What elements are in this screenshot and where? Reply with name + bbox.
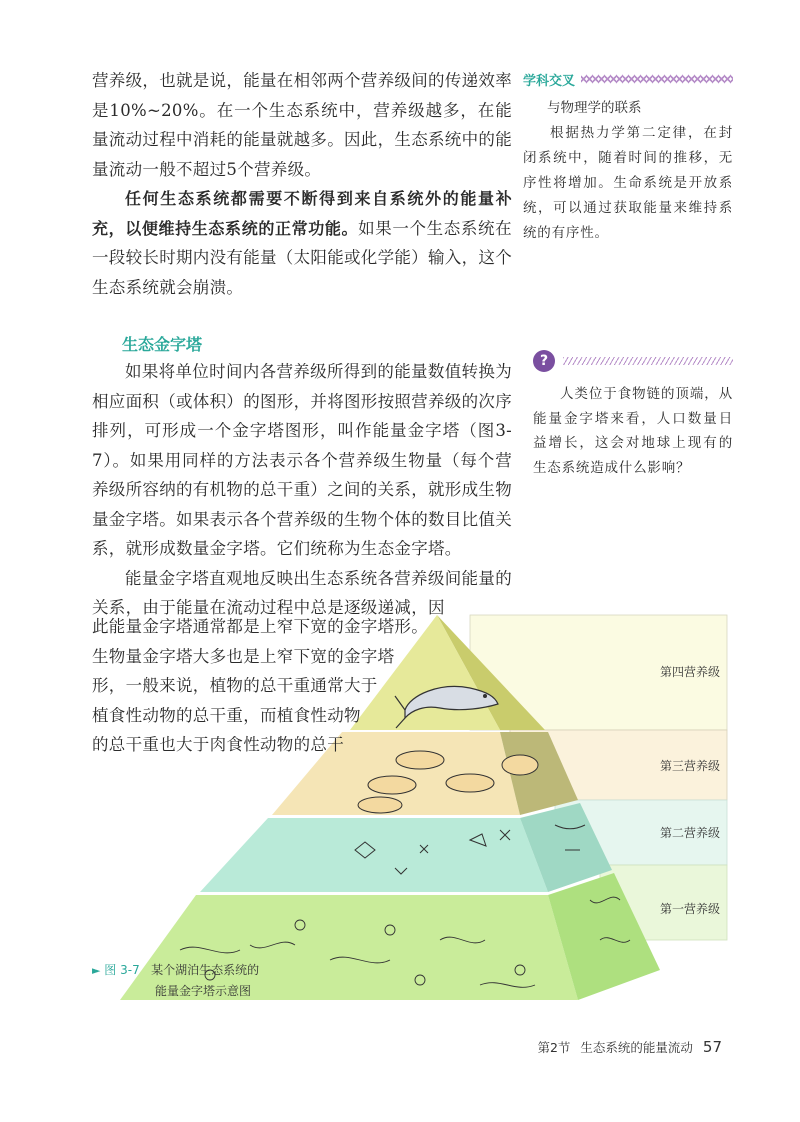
sidebar-subtitle: 与物理学的联系 xyxy=(547,100,642,116)
wrapped-line: 形，一般来说，植物的总干重通常大于 xyxy=(92,676,378,695)
caption-line-1 xyxy=(92,960,259,981)
level1-label: 第一营养级 xyxy=(660,902,721,916)
question-header xyxy=(533,350,733,372)
wrapped-line: 的总干重也大于肉食性动物的总干 xyxy=(92,735,344,754)
level2-label: 第二营养级 xyxy=(660,826,721,840)
level2-face xyxy=(200,818,548,892)
sidebar-interdisciplinary xyxy=(523,70,733,246)
level4-label: 第四营养级 xyxy=(660,665,721,679)
caption-text-1: 某个湖泊生态系统的 xyxy=(151,963,260,977)
question-icon: ? xyxy=(533,350,555,372)
paragraph-3: 如果将单位时间内各营养级所得到的能量数值转换为相应面积（或体积）的图形，并将图形按照营养级的次序排列，可形成一个金字塔图形，叫作能量金字塔（图3-7）。如果用同样的方法表示各个营养级生物量（每个营养级所容纳的有机物的总干重）之间的关系，就形成生物量金字塔。如果表示各个营养级的生物个体的数目比值关系，就形成数量金字塔。它们统称为生态金字塔。 xyxy=(92,362,512,558)
question-box xyxy=(533,350,733,480)
wrapped-text xyxy=(92,612,428,760)
sidebar-header xyxy=(523,70,733,88)
zigzag-divider xyxy=(581,74,733,84)
figure-caption xyxy=(92,960,259,1002)
footer-section: 第2节 xyxy=(537,1040,571,1055)
paragraph-4: 能量金字塔直观地反映出生态系统各营养级间能量的关系，由于能量在流动过程中总是逐级递减，因 xyxy=(92,568,512,617)
paragraph-2-rest: 如果一个生态系统在一段较长时期内没有能量（太阳能或化学能）输入，这个生态系统就会崩溃。 xyxy=(92,218,512,297)
paragraph-1: 营养级，也就是说，能量在相邻两个营养级间的传递效率是10%~20%。在一个生态系统中，营养级越多，在能量流动过程中消耗的能量就越多。因此，生态系统中的能量流动一般不超过5个营养级。 xyxy=(92,71,512,179)
wrapped-line: 生物量金字塔大多也是上窄下宽的金字塔 xyxy=(92,646,395,666)
caption-text-2: 能量金字塔示意图 xyxy=(155,984,252,998)
hatch-divider xyxy=(563,357,733,365)
main-column xyxy=(92,66,512,623)
sidebar-text: 根据热力学第二定律，在封闭系统中，随着时间的推移，无序性将增加。生命系统是开放系统，可以通过获取能量来维持系统的有序性。 xyxy=(523,125,733,241)
section-title: 生态金字塔 xyxy=(122,335,203,354)
caption-line-2 xyxy=(92,981,259,1002)
wrapped-line: 此能量金字塔通常都是上窄下宽的金字塔形。 xyxy=(92,617,428,636)
wrapped-line: 植食性动物的总干重，而植食性动物 xyxy=(92,705,361,725)
level3-label: 第三营养级 xyxy=(660,759,721,773)
caption-arrow-icon: ► xyxy=(92,964,101,977)
paragraph-2-bold: 任何生态系统都需要不断得到来自系统外的能量补充，以便维持生态系统的正常功能。 xyxy=(92,189,512,238)
question-text: 人类位于食物链的顶端，从能量金字塔来看，人口数量日益增长，这会对地球上现有的生态系统造成什么影响？ xyxy=(533,386,733,476)
paragraph-2 xyxy=(92,184,512,302)
sidebar-tag: 学科交叉 xyxy=(523,73,576,89)
footer-title: 生态系统的能量流动 xyxy=(580,1040,693,1055)
page-number: 57 xyxy=(702,1038,722,1056)
figure-number: 图 3-7 xyxy=(104,963,140,977)
page-footer xyxy=(537,1038,722,1056)
